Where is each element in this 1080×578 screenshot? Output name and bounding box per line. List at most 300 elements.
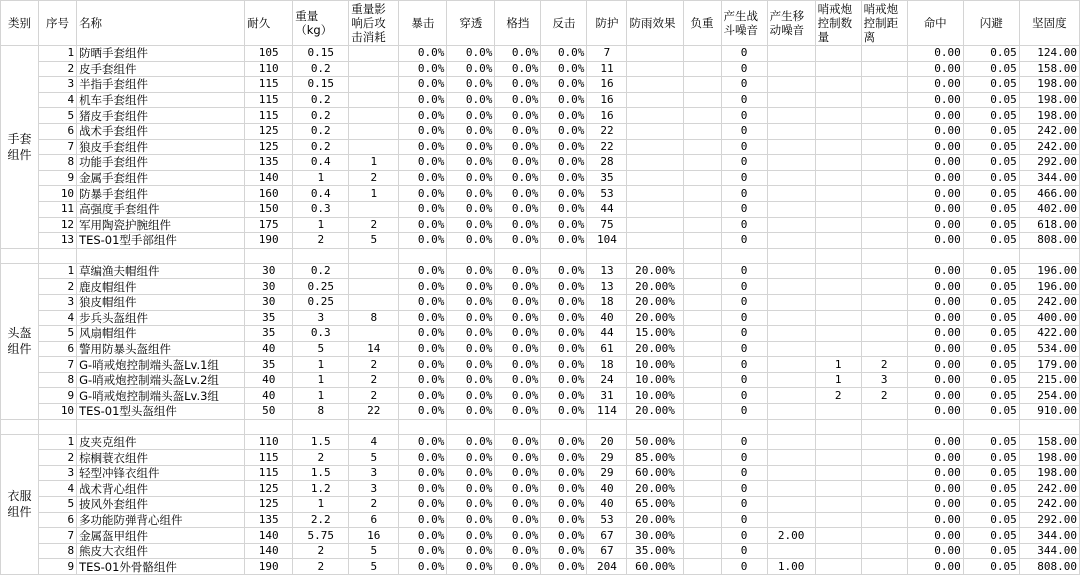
table-cell[interactable]: 高强度手套组件 — [77, 201, 245, 217]
table-cell[interactable]: 功能手套组件 — [77, 155, 245, 171]
table-cell[interactable]: 6 — [39, 341, 77, 357]
table-cell[interactable]: 0 — [721, 512, 767, 528]
table-cell[interactable] — [861, 92, 907, 108]
table-cell[interactable]: 344.00 — [1019, 528, 1079, 544]
table-cell[interactable]: 10.00% — [627, 372, 683, 388]
column-header[interactable]: 命中 — [907, 1, 963, 46]
table-cell[interactable]: 0.0% — [495, 341, 541, 357]
table-cell[interactable]: 0.0% — [495, 92, 541, 108]
table-cell[interactable]: 0.05 — [963, 326, 1019, 342]
column-header[interactable]: 序号 — [39, 1, 77, 46]
table-row[interactable] — [1, 310, 1080, 326]
table-cell[interactable]: 0.0% — [541, 481, 587, 497]
table-cell[interactable] — [767, 543, 815, 559]
table-cell[interactable]: 0.0% — [399, 170, 447, 186]
table-cell[interactable]: 0.00 — [907, 528, 963, 544]
table-cell[interactable]: 35 — [245, 326, 293, 342]
table-cell[interactable]: 0.00 — [907, 559, 963, 575]
table-cell[interactable]: 2.00 — [767, 528, 815, 544]
table-cell[interactable]: 198.00 — [1019, 92, 1079, 108]
table-cell[interactable]: 0.05 — [963, 450, 1019, 466]
table-cell[interactable]: 1.5 — [293, 434, 349, 450]
table-cell[interactable]: 2 — [39, 61, 77, 77]
table-cell[interactable]: 0.0% — [399, 341, 447, 357]
table-cell[interactable]: 0.0% — [447, 123, 495, 139]
table-cell[interactable]: 风扇帽组件 — [77, 326, 245, 342]
table-cell[interactable]: 0 — [721, 326, 767, 342]
table-cell[interactable]: 135 — [245, 155, 293, 171]
table-cell[interactable] — [861, 512, 907, 528]
table-cell[interactable] — [815, 61, 861, 77]
table-cell[interactable] — [349, 294, 399, 310]
table-cell[interactable]: 0 — [721, 155, 767, 171]
table-cell[interactable] — [767, 201, 815, 217]
table-cell[interactable]: 16 — [587, 77, 627, 93]
table-cell[interactable]: 草编渔夫帽组件 — [77, 263, 245, 279]
table-cell[interactable]: 0 — [721, 170, 767, 186]
table-cell[interactable] — [683, 123, 721, 139]
table-cell[interactable] — [861, 123, 907, 139]
table-cell[interactable]: 35 — [245, 357, 293, 373]
table-cell[interactable] — [683, 372, 721, 388]
table-cell[interactable]: 40 — [587, 310, 627, 326]
table-cell[interactable] — [767, 481, 815, 497]
table-cell[interactable] — [861, 61, 907, 77]
table-cell[interactable] — [767, 123, 815, 139]
table-cell[interactable]: 1 — [293, 372, 349, 388]
table-cell[interactable]: 0 — [721, 559, 767, 575]
table-cell[interactable]: 0.25 — [293, 294, 349, 310]
table-cell[interactable] — [767, 326, 815, 342]
table-cell[interactable]: 0.2 — [293, 139, 349, 155]
table-cell[interactable]: 0.2 — [293, 92, 349, 108]
table-cell[interactable]: 20.00% — [627, 341, 683, 357]
table-cell[interactable]: 0.0% — [495, 201, 541, 217]
table-cell[interactable]: 0.05 — [963, 481, 1019, 497]
table-cell[interactable]: 0.05 — [963, 528, 1019, 544]
table-cell[interactable]: 0.0% — [399, 528, 447, 544]
table-cell[interactable]: 0.0% — [541, 139, 587, 155]
table-cell[interactable]: 125 — [245, 123, 293, 139]
table-cell[interactable]: 0.0% — [399, 326, 447, 342]
table-cell[interactable]: 0.0% — [541, 559, 587, 575]
table-cell[interactable]: 0.0% — [447, 559, 495, 575]
table-cell[interactable]: 0.0% — [399, 233, 447, 249]
table-cell[interactable]: 3 — [39, 77, 77, 93]
table-cell[interactable]: 0.0% — [447, 388, 495, 404]
table-cell[interactable]: 0.05 — [963, 233, 1019, 249]
table-cell[interactable]: 292.00 — [1019, 512, 1079, 528]
table-cell[interactable]: 10 — [39, 186, 77, 202]
table-cell[interactable]: 4 — [39, 481, 77, 497]
table-cell[interactable] — [767, 404, 815, 420]
table-cell[interactable] — [349, 61, 399, 77]
table-cell[interactable]: 0.0% — [447, 46, 495, 62]
table-row[interactable] — [1, 77, 1080, 93]
table-cell[interactable]: 40 — [587, 497, 627, 513]
table-cell[interactable]: 轻型冲锋衣组件 — [77, 465, 245, 481]
table-cell[interactable]: 8 — [293, 404, 349, 420]
table-cell[interactable]: 7 — [587, 46, 627, 62]
table-cell[interactable] — [349, 108, 399, 124]
table-cell[interactable]: 0.0% — [495, 108, 541, 124]
table-cell[interactable]: 0 — [721, 201, 767, 217]
table-cell[interactable]: 7 — [39, 528, 77, 544]
table-cell[interactable]: 13 — [587, 263, 627, 279]
table-cell[interactable] — [815, 512, 861, 528]
table-cell[interactable]: 0 — [721, 310, 767, 326]
table-cell[interactable] — [815, 528, 861, 544]
table-cell[interactable]: 0.05 — [963, 186, 1019, 202]
table-cell[interactable]: 防晒手套组件 — [77, 46, 245, 62]
column-header[interactable]: 闪避 — [963, 1, 1019, 46]
table-cell[interactable]: 0.05 — [963, 465, 1019, 481]
table-cell[interactable]: 0.00 — [907, 279, 963, 295]
table-cell[interactable]: 0.0% — [541, 294, 587, 310]
table-cell[interactable] — [683, 201, 721, 217]
table-cell[interactable]: G-哨戒炮控制端头盔Lv.2组 — [77, 372, 245, 388]
table-cell[interactable]: 0.05 — [963, 201, 1019, 217]
table-cell[interactable] — [861, 77, 907, 93]
table-cell[interactable]: 0 — [721, 528, 767, 544]
table-cell[interactable]: 0.0% — [447, 139, 495, 155]
table-cell[interactable]: 0.0% — [541, 404, 587, 420]
table-cell[interactable] — [861, 170, 907, 186]
table-cell[interactable]: 135 — [245, 512, 293, 528]
table-cell[interactable]: 29 — [587, 450, 627, 466]
table-cell[interactable]: 1 — [349, 186, 399, 202]
table-cell[interactable]: 0.0% — [447, 92, 495, 108]
table-cell[interactable]: 2 — [293, 233, 349, 249]
table-cell[interactable] — [815, 294, 861, 310]
table-cell[interactable] — [861, 450, 907, 466]
table-cell[interactable]: 35 — [245, 310, 293, 326]
table-cell[interactable]: 0.00 — [907, 341, 963, 357]
table-cell[interactable]: 0.05 — [963, 123, 1019, 139]
table-cell[interactable]: 35.00% — [627, 543, 683, 559]
table-cell[interactable] — [683, 357, 721, 373]
table-cell[interactable] — [815, 46, 861, 62]
table-cell[interactable]: 0 — [721, 357, 767, 373]
table-cell[interactable] — [815, 77, 861, 93]
table-row[interactable] — [1, 543, 1080, 559]
table-cell[interactable]: 1 — [293, 357, 349, 373]
table-cell[interactable]: 0.0% — [541, 497, 587, 513]
table-cell[interactable]: 0.0% — [447, 61, 495, 77]
table-cell[interactable]: 战术背心组件 — [77, 481, 245, 497]
table-cell[interactable]: 0.00 — [907, 92, 963, 108]
table-row[interactable] — [1, 294, 1080, 310]
table-cell[interactable]: 0.0% — [541, 372, 587, 388]
table-cell[interactable]: 0.0% — [399, 465, 447, 481]
table-cell[interactable]: 0.05 — [963, 61, 1019, 77]
table-cell[interactable]: 10.00% — [627, 357, 683, 373]
table-cell[interactable]: 0.05 — [963, 341, 1019, 357]
table-cell[interactable]: 40 — [245, 388, 293, 404]
table-cell[interactable]: 5 — [39, 108, 77, 124]
table-cell[interactable]: 40 — [245, 372, 293, 388]
table-cell[interactable]: 0.00 — [907, 497, 963, 513]
table-cell[interactable] — [815, 92, 861, 108]
table-cell[interactable]: 0.05 — [963, 139, 1019, 155]
table-cell[interactable] — [349, 279, 399, 295]
table-cell[interactable] — [349, 77, 399, 93]
table-cell[interactable]: 60.00% — [627, 559, 683, 575]
table-cell[interactable]: 35 — [587, 170, 627, 186]
table-cell[interactable]: 半指手套组件 — [77, 77, 245, 93]
table-cell[interactable] — [683, 326, 721, 342]
table-cell[interactable]: G-哨戒炮控制端头盔Lv.3组 — [77, 388, 245, 404]
table-row[interactable] — [1, 481, 1080, 497]
table-cell[interactable]: 18 — [587, 294, 627, 310]
table-row[interactable] — [1, 404, 1080, 420]
table-cell[interactable]: 1 — [39, 263, 77, 279]
column-header[interactable]: 产生战斗噪音 — [721, 1, 767, 46]
table-cell[interactable]: 22 — [349, 404, 399, 420]
table-row[interactable] — [1, 217, 1080, 233]
table-cell[interactable]: 1.2 — [293, 481, 349, 497]
table-cell[interactable]: 75 — [587, 217, 627, 233]
table-row[interactable] — [1, 139, 1080, 155]
table-cell[interactable] — [861, 233, 907, 249]
table-cell[interactable]: 50.00% — [627, 434, 683, 450]
table-cell[interactable]: 0.0% — [399, 450, 447, 466]
table-cell[interactable]: 0.0% — [399, 61, 447, 77]
table-row[interactable] — [1, 450, 1080, 466]
column-header[interactable]: 暴击 — [399, 1, 447, 46]
table-row[interactable] — [1, 233, 1080, 249]
table-cell[interactable]: 0.0% — [541, 434, 587, 450]
table-cell[interactable]: 0.0% — [447, 108, 495, 124]
table-cell[interactable] — [767, 294, 815, 310]
table-cell[interactable]: 0.3 — [293, 326, 349, 342]
table-cell[interactable]: 0.0% — [447, 528, 495, 544]
table-cell[interactable]: 5 — [39, 497, 77, 513]
table-cell[interactable] — [815, 201, 861, 217]
table-cell[interactable]: 125 — [245, 497, 293, 513]
table-cell[interactable]: 10 — [39, 404, 77, 420]
table-cell[interactable]: 3 — [39, 465, 77, 481]
table-cell[interactable] — [815, 497, 861, 513]
table-cell[interactable]: 0.0% — [447, 326, 495, 342]
table-cell[interactable]: 0.00 — [907, 155, 963, 171]
table-cell[interactable] — [815, 233, 861, 249]
table-cell[interactable]: 67 — [587, 528, 627, 544]
table-cell[interactable] — [683, 108, 721, 124]
table-cell[interactable]: 0.00 — [907, 465, 963, 481]
table-cell[interactable]: 0.3 — [293, 201, 349, 217]
table-row[interactable] — [1, 434, 1080, 450]
column-header[interactable]: 类别 — [1, 1, 39, 46]
column-header[interactable]: 耐久 — [245, 1, 293, 46]
table-row[interactable] — [1, 123, 1080, 139]
table-cell[interactable]: 0.0% — [495, 294, 541, 310]
table-cell[interactable] — [815, 139, 861, 155]
table-cell[interactable]: 0 — [721, 77, 767, 93]
table-cell[interactable]: 0.00 — [907, 108, 963, 124]
table-cell[interactable]: TES-01外骨骼组件 — [77, 559, 245, 575]
table-cell[interactable]: 披风外套组件 — [77, 497, 245, 513]
table-cell[interactable]: 0.0% — [495, 186, 541, 202]
table-cell[interactable]: 6 — [39, 123, 77, 139]
table-cell[interactable] — [815, 170, 861, 186]
table-cell[interactable]: 7 — [39, 139, 77, 155]
table-cell[interactable]: 13 — [39, 233, 77, 249]
table-cell[interactable]: 步兵头盔组件 — [77, 310, 245, 326]
table-cell[interactable]: 0.00 — [907, 404, 963, 420]
table-cell[interactable]: 1 — [39, 46, 77, 62]
table-cell[interactable]: 0.00 — [907, 123, 963, 139]
table-cell[interactable]: 0.00 — [907, 388, 963, 404]
table-cell[interactable] — [683, 186, 721, 202]
table-cell[interactable]: 0.0% — [541, 388, 587, 404]
table-cell[interactable]: 0.0% — [447, 465, 495, 481]
table-cell[interactable]: 0.05 — [963, 512, 1019, 528]
table-row[interactable] — [1, 155, 1080, 171]
table-cell[interactable]: 8 — [39, 155, 77, 171]
table-cell[interactable]: 1 — [293, 217, 349, 233]
table-cell[interactable]: 175 — [245, 217, 293, 233]
table-cell[interactable]: 熊皮大衣组件 — [77, 543, 245, 559]
table-cell[interactable] — [683, 217, 721, 233]
table-cell[interactable]: 0 — [721, 186, 767, 202]
table-cell[interactable]: 114 — [587, 404, 627, 420]
table-cell[interactable]: 2 — [293, 450, 349, 466]
table-cell[interactable]: 0.0% — [399, 512, 447, 528]
table-cell[interactable]: 0.0% — [447, 233, 495, 249]
table-cell[interactable]: 242.00 — [1019, 497, 1079, 513]
table-cell[interactable]: 0.0% — [447, 372, 495, 388]
table-cell[interactable] — [767, 77, 815, 93]
table-cell[interactable]: 0.0% — [399, 139, 447, 155]
table-cell[interactable]: 11 — [39, 201, 77, 217]
table-cell[interactable]: 30 — [245, 263, 293, 279]
table-cell[interactable]: 0.0% — [399, 372, 447, 388]
table-cell[interactable]: 0 — [721, 108, 767, 124]
table-cell[interactable]: 20.00% — [627, 404, 683, 420]
table-cell[interactable] — [815, 263, 861, 279]
table-cell[interactable] — [683, 294, 721, 310]
table-cell[interactable]: 28 — [587, 155, 627, 171]
table-cell[interactable] — [349, 326, 399, 342]
table-cell[interactable] — [683, 279, 721, 295]
table-cell[interactable]: 0.0% — [447, 186, 495, 202]
table-cell[interactable] — [627, 201, 683, 217]
table-cell[interactable]: 0.05 — [963, 559, 1019, 575]
table-cell[interactable]: 242.00 — [1019, 139, 1079, 155]
table-cell[interactable] — [349, 263, 399, 279]
table-cell[interactable]: 0.0% — [399, 434, 447, 450]
table-cell[interactable]: 0.2 — [293, 123, 349, 139]
table-cell[interactable]: 808.00 — [1019, 233, 1079, 249]
table-cell[interactable] — [627, 108, 683, 124]
table-cell[interactable]: 0.00 — [907, 357, 963, 373]
table-cell[interactable]: 20.00% — [627, 263, 683, 279]
table-cell[interactable]: 4 — [39, 92, 77, 108]
column-header[interactable]: 重量影响后攻击消耗 — [349, 1, 399, 46]
table-cell[interactable] — [767, 388, 815, 404]
table-cell[interactable]: 2 — [293, 543, 349, 559]
table-cell[interactable]: 0.0% — [495, 465, 541, 481]
table-cell[interactable]: 0.0% — [495, 77, 541, 93]
table-cell[interactable]: 24 — [587, 372, 627, 388]
table-cell[interactable]: 机车手套组件 — [77, 92, 245, 108]
table-cell[interactable] — [767, 217, 815, 233]
table-cell[interactable]: 0.0% — [541, 77, 587, 93]
table-cell[interactable]: 防暴手套组件 — [77, 186, 245, 202]
table-cell[interactable]: 18 — [587, 357, 627, 373]
table-cell[interactable]: 0.0% — [541, 263, 587, 279]
table-cell[interactable] — [767, 233, 815, 249]
table-cell[interactable]: 40 — [587, 481, 627, 497]
table-cell[interactable] — [627, 123, 683, 139]
table-cell[interactable]: 0.00 — [907, 450, 963, 466]
table-cell[interactable]: 53 — [587, 186, 627, 202]
table-cell[interactable]: 0 — [721, 139, 767, 155]
table-cell[interactable]: 140 — [245, 528, 293, 544]
table-cell[interactable]: 0.0% — [495, 512, 541, 528]
table-cell[interactable] — [349, 201, 399, 217]
table-cell[interactable] — [683, 310, 721, 326]
table-cell[interactable] — [683, 155, 721, 171]
table-cell[interactable]: 1 — [349, 155, 399, 171]
table-cell[interactable]: 0.0% — [399, 497, 447, 513]
table-cell[interactable] — [767, 108, 815, 124]
table-cell[interactable]: 0.0% — [541, 233, 587, 249]
table-cell[interactable]: G-哨戒炮控制端头盔Lv.1组 — [77, 357, 245, 373]
table-cell[interactable]: 2 — [349, 170, 399, 186]
table-cell[interactable] — [627, 139, 683, 155]
table-cell[interactable]: 6 — [349, 512, 399, 528]
table-cell[interactable]: 0.0% — [399, 123, 447, 139]
table-cell[interactable]: 0.15 — [293, 77, 349, 93]
table-cell[interactable] — [815, 279, 861, 295]
table-cell[interactable]: 0.0% — [399, 186, 447, 202]
table-cell[interactable] — [349, 123, 399, 139]
table-cell[interactable]: 0.0% — [495, 404, 541, 420]
table-cell[interactable]: 0.0% — [447, 155, 495, 171]
table-cell[interactable]: 124.00 — [1019, 46, 1079, 62]
table-cell[interactable]: 105 — [245, 46, 293, 62]
table-cell[interactable] — [861, 434, 907, 450]
table-cell[interactable]: 0.0% — [399, 217, 447, 233]
table-cell[interactable]: 9 — [39, 388, 77, 404]
table-cell[interactable] — [861, 46, 907, 62]
table-cell[interactable]: 0 — [721, 233, 767, 249]
table-cell[interactable]: 125 — [245, 139, 293, 155]
table-cell[interactable] — [683, 263, 721, 279]
table-cell[interactable]: 0.0% — [495, 155, 541, 171]
table-row[interactable] — [1, 108, 1080, 124]
table-cell[interactable]: 0.0% — [541, 528, 587, 544]
table-cell[interactable]: 0.00 — [907, 46, 963, 62]
table-cell[interactable] — [861, 294, 907, 310]
table-cell[interactable]: 0 — [721, 294, 767, 310]
table-cell[interactable]: 0.0% — [495, 481, 541, 497]
column-header[interactable]: 重量（kg） — [293, 1, 349, 46]
table-cell[interactable] — [815, 123, 861, 139]
table-cell[interactable]: 242.00 — [1019, 123, 1079, 139]
table-cell[interactable]: 0.0% — [495, 434, 541, 450]
table-cell[interactable]: 狼皮帽组件 — [77, 294, 245, 310]
table-cell[interactable]: 0.00 — [907, 201, 963, 217]
table-cell[interactable] — [861, 497, 907, 513]
table-cell[interactable]: 0.0% — [495, 123, 541, 139]
table-cell[interactable]: 0.05 — [963, 310, 1019, 326]
table-cell[interactable]: 0.05 — [963, 108, 1019, 124]
table-cell[interactable]: 65.00% — [627, 497, 683, 513]
table-cell[interactable]: 多功能防弹背心组件 — [77, 512, 245, 528]
